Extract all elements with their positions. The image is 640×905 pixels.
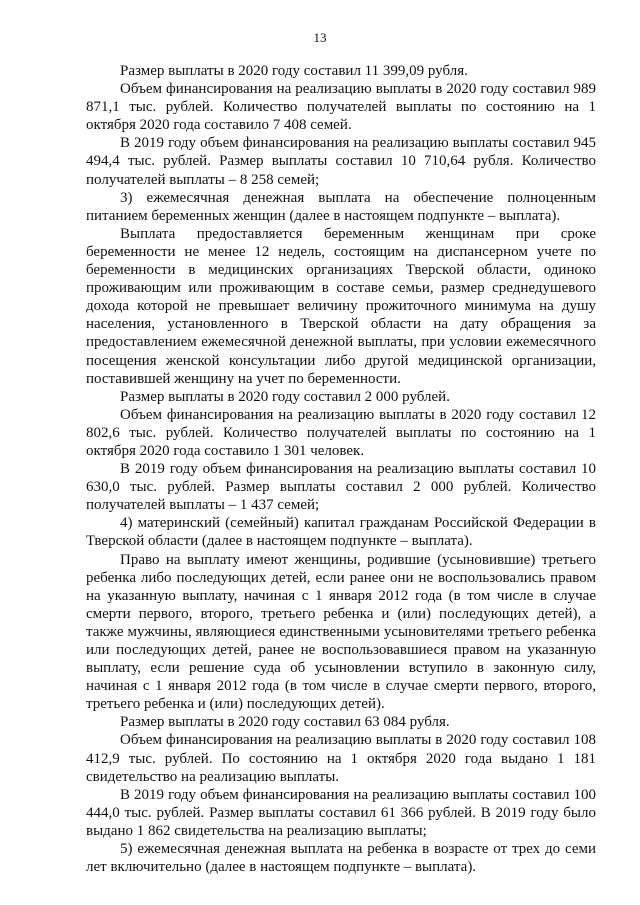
paragraph: Выплата предоставляется беременным женщинам при сроке беременности не менее 12 недель, состоящим на диспансерном учете по беременности в медицинских организациях Тверской области, одиноко проживающим или проживающим в составе семьи, размер среднедушевого дохода которой не превышает величину прожиточного минимума на душу населения, установленного в Тверской области на дату обращения за предоставлением ежемесячной денежной выплаты, при условии ежемесячного посещения женской консультации либо другой медицинской организации, поставившей женщину на учет по беременности. <box>86 225 596 387</box>
page-number: 13 <box>313 30 327 45</box>
paragraph: 3) ежемесячная денежная выплата на обеспечение полноценным питанием беременных женщин (далее в настоящем подпункте – выплата). <box>86 189 596 224</box>
paragraph: Размер выплаты в 2020 году составил 2 000 рублей. <box>120 388 450 405</box>
paragraph: Размер выплаты в 2020 году составил 11 399,09 рубля. <box>120 63 468 79</box>
paragraph: 4) материнский (семейный) капитал гражданам Российской Федерации в Тверской области (далее в настоящем подпункте – выплата). <box>86 515 596 550</box>
paragraph: Объем финансирования на реализацию выплаты в 2020 году составил 989 871,1 тыс. рублей. Количество получателей выплаты по состоянию на 1 октября 2020 года составило 7 408 семей. <box>86 81 596 134</box>
paragraph: В 2019 году объем финансирования на реализацию выплаты составил 10 630,0 тыс. рублей. Размер выплаты составил 2 000 рублей. Количество получателей выплаты – 1 437 семей; <box>86 461 596 514</box>
document-body <box>86 62 596 876</box>
paragraph: 5) ежемесячная денежная выплата на ребенка в возрасте от трех до семи лет включительно (далее в настоящем подпункте – выплата). <box>86 841 596 876</box>
paragraph: В 2019 году объем финансирования на реализацию выплаты составил 100 444,0 тыс. рублей. Размер выплаты составил 61 366 рублей. В 2019 году было выдано 1 862 свидетельства на реализацию выплаты; <box>86 786 596 839</box>
paragraph: Объем финансирования на реализацию выплаты в 2020 году составил 12 802,6 тыс. рублей. Количество получателей выплаты по состоянию на 1 октября 2020 года составило 1 301 человек. <box>86 406 596 459</box>
paragraph: Объем финансирования на реализацию выплаты в 2020 году составил 108 412,9 тыс. рублей. По состоянию на 1 октября 2020 года выдано 1 181 свидетельство на реализацию выплаты. <box>86 732 596 785</box>
paragraph: Право на выплату имеют женщины, родившие (усыновившие) третьего ребенка либо последующих детей, если ранее они не воспользовались правом на указанную выплату, начиная с 1 января 2012 года (в том числе в случае смерти первого, второго, третьего ребенка и (или) последующих детей), а также мужчины, являющиеся единственными усыновителями третьего ребенка или последующих детей, ранее не воспользовавшиеся правом на указанную выплату, если решение суда об усыновлении вступило в законную силу, начиная с 1 января 2012 года (в том числе в случае смерти первого, второго, третьего ребенка и (или) последующих детей). <box>86 551 596 713</box>
paragraph: Размер выплаты в 2020 году составил 63 084 рубля. <box>120 714 450 731</box>
paragraph: В 2019 году объем финансирования на реализацию выплаты составил 945 494,4 тыс. рублей. Размер выплаты составил 10 710,64 рубля. Количество получателей выплаты – 8 258 семей; <box>86 135 596 188</box>
